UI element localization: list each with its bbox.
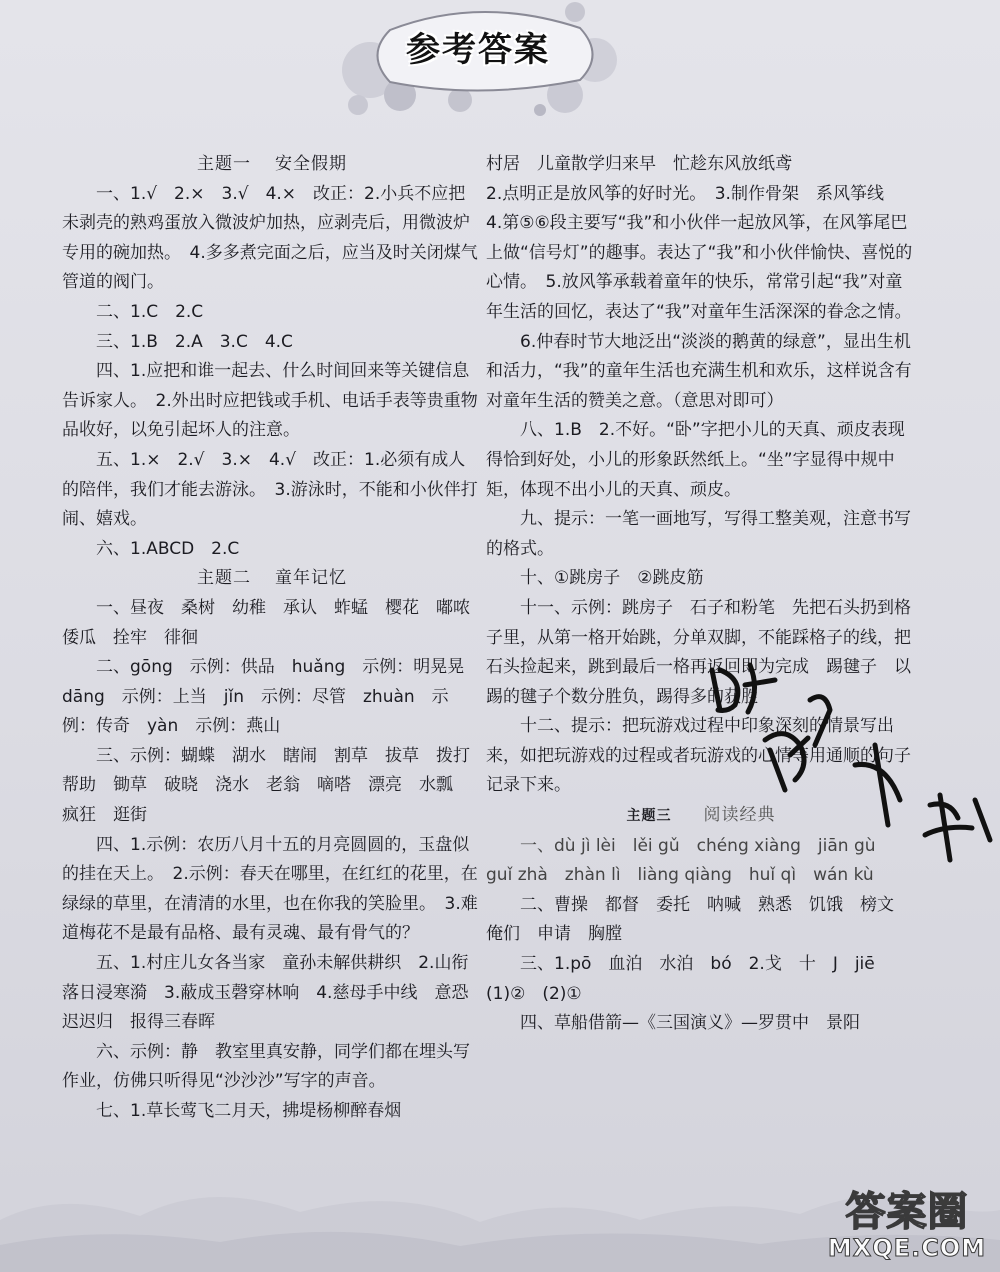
answer-paragraph: 六、1.ABCD 2.C — [96, 538, 240, 559]
answer-paragraph: 六、示例：静 教室里真安静，同学们都在埋头写作业，仿佛只听得见“沙沙沙”写字的声音。 — [62, 1041, 470, 1092]
section-subtitle: 安全假期 — [275, 154, 347, 174]
handwritten-signature — [690, 650, 1000, 890]
answer-paragraph: 村居 儿童散学归来早 忙趁东风放纸鸢 — [486, 154, 792, 174]
answer-paragraph: 五、1.× 2.√ 3.× 4.√ 改正：1.必须有成人的陪伴，我们才能去游泳。 3.游泳时，不能和小伙伴打闹、嬉戏。 — [62, 449, 478, 530]
answer-paragraph: 十、①跳房子 ②跳皮筋 — [520, 568, 704, 589]
page-title: 参考答案 — [406, 29, 550, 70]
section-number: 主题三 — [626, 808, 672, 825]
section-subtitle: 童年记忆 — [275, 568, 347, 589]
answer-paragraph: 一、昼夜 桑树 幼稚 承认 蚱蜢 樱花 嘟哝 倭瓜 拴牢 徘徊 — [62, 597, 487, 648]
section-subtitle: 阅读经典 — [703, 805, 776, 826]
answer-paragraph: 三、1.pō 血泊 水泊 bó 2.戈 十 J jiē (1)② (2)① — [486, 954, 892, 1004]
answer-paragraph: 九、提示：一笔一画地写，写得工整美观，注意书写的格式。 — [486, 509, 911, 559]
answer-paragraph: 2.点明正是放风筝的好时光。 3.制作骨架 系风筝线 4.第⑤⑥段主要写“我”和小伙伴一起放风筝，在风筝尾巴上做“信号灯”的趣事。表达了“我”和小伙伴愉快、喜悦的心情。 5.放风筝承载着童年的快乐，常常引起“我”对童年生活的回忆，表达了“我”对童年生活深深的眷念之情。 — [486, 183, 913, 322]
watermark-logo — [822, 1186, 992, 1266]
watermark-top: 答案圈 — [845, 1189, 969, 1235]
answer-paragraph: 二、1.C 2.C — [96, 301, 204, 322]
answer-paragraph: 七、1.草长莺飞二月天，拂堤杨柳醉春烟 — [96, 1101, 402, 1121]
answer-paragraph: 一、1.√ 2.× 3.√ 4.× 改正：2.小兵不应把未剥壳的熟鸡蛋放入微波炉加热，应剥壳后，用微波炉专用的碗加热。 4.多多煮完面之后，应当及时关闭煤气管道的阀门。 — [62, 183, 478, 293]
section-number: 主题二 — [197, 568, 251, 589]
answer-paragraph: 十二、提示：把玩游戏过程中印象深刻的情景写出来，如把玩游戏的过程或者玩游戏的心情等用通顺的句子记录下来。 — [486, 716, 911, 796]
answer-paragraph: 三、示例：蝴蝶 湖水 瞎闹 割草 拔草 拨打 帮助 锄草 破晓 浇水 老翁 嘀嗒 漂亮 水瓢 疯狂 逛街 — [62, 745, 487, 826]
answer-paragraph: 一、dù jì lèi lěi gǔ chéng xiàng jiān gù guǐ zhà zhàn lì liàng qiàng huǐ qì wán kù — [486, 835, 893, 886]
answer-paragraph: 三、1.B 2.A 3.C 4.C — [96, 331, 293, 352]
answer-paragraph: 八、1.B 2.不好。“卧”字把小儿的天真、顽皮表现得恰到好处，小儿的形象跃然纸上。“坐”字显得中规中矩，体现不出小儿的天真、顽皮。 — [486, 420, 905, 500]
answer-paragraph: 二、gōng 示例：供品 huǎng 示例：明晃晃 dāng 示例：上当 jǐn 示例：尽管 zhuàn 示例：传奇 yàn 示例：燕山 — [62, 657, 482, 737]
section-title — [62, 564, 482, 594]
answer-paragraph: 五、1.村庄儿女各当家 童孙未解供耕织 2.山衔落日浸寒漪 3.蔽成玉磬穿林响 4.慈母手中线 意恐迟迟归 报得三春晖 — [62, 953, 469, 1033]
answer-paragraph: 十一、示例：跳房子 石子和粉笔 先把石头扔到格子里，从第一格开始跳，分单双脚，不能踩格子的线，把石头捡起来，跳到最后一格再返回即为完成 踢毽子 以踢的毽子个数分胜负，踢得多的获胜 — [486, 597, 911, 707]
section-number: 主题一 — [197, 154, 251, 174]
watermark-url: MXQE.COM — [827, 1234, 987, 1262]
answer-paragraph: 四、草船借箭—《三国演义》—罗贯中 景阳 — [520, 1013, 860, 1034]
right-column — [486, 150, 916, 1039]
answer-paragraph: 四、1.示例：农历八月十五的月亮圆圆的，玉盘似的挂在天上。 2.示例：春天在哪里，在红红的花里，在绿绿的草里，在清清的水里，也在你我的笑脸里。 3.难道梅花不是最有品格、最有灵魂、最有骨气的？ — [62, 834, 478, 944]
answer-paragraph: 四、1.应把和谁一起去、什么时间回来等关键信息告诉家人。 2.外出时应把钱或手机、电话手表等贵重物品收好，以免引起坏人的注意。 — [62, 361, 478, 441]
left-column — [62, 150, 487, 1127]
answer-paragraph: 6.仲春时节大地泛出“淡淡的鹅黄的绿意”，显出生机和活力，“我”的童年生活也充满生机和欢乐，这样说含有对童年生活的赞美之意。（意思对即可） — [486, 331, 912, 411]
answer-paragraph: 二、曹操 都督 委托 呐喊 熟悉 饥饿 榜文 俺们 申请 胸膛 — [486, 894, 911, 945]
section-title — [62, 150, 482, 180]
